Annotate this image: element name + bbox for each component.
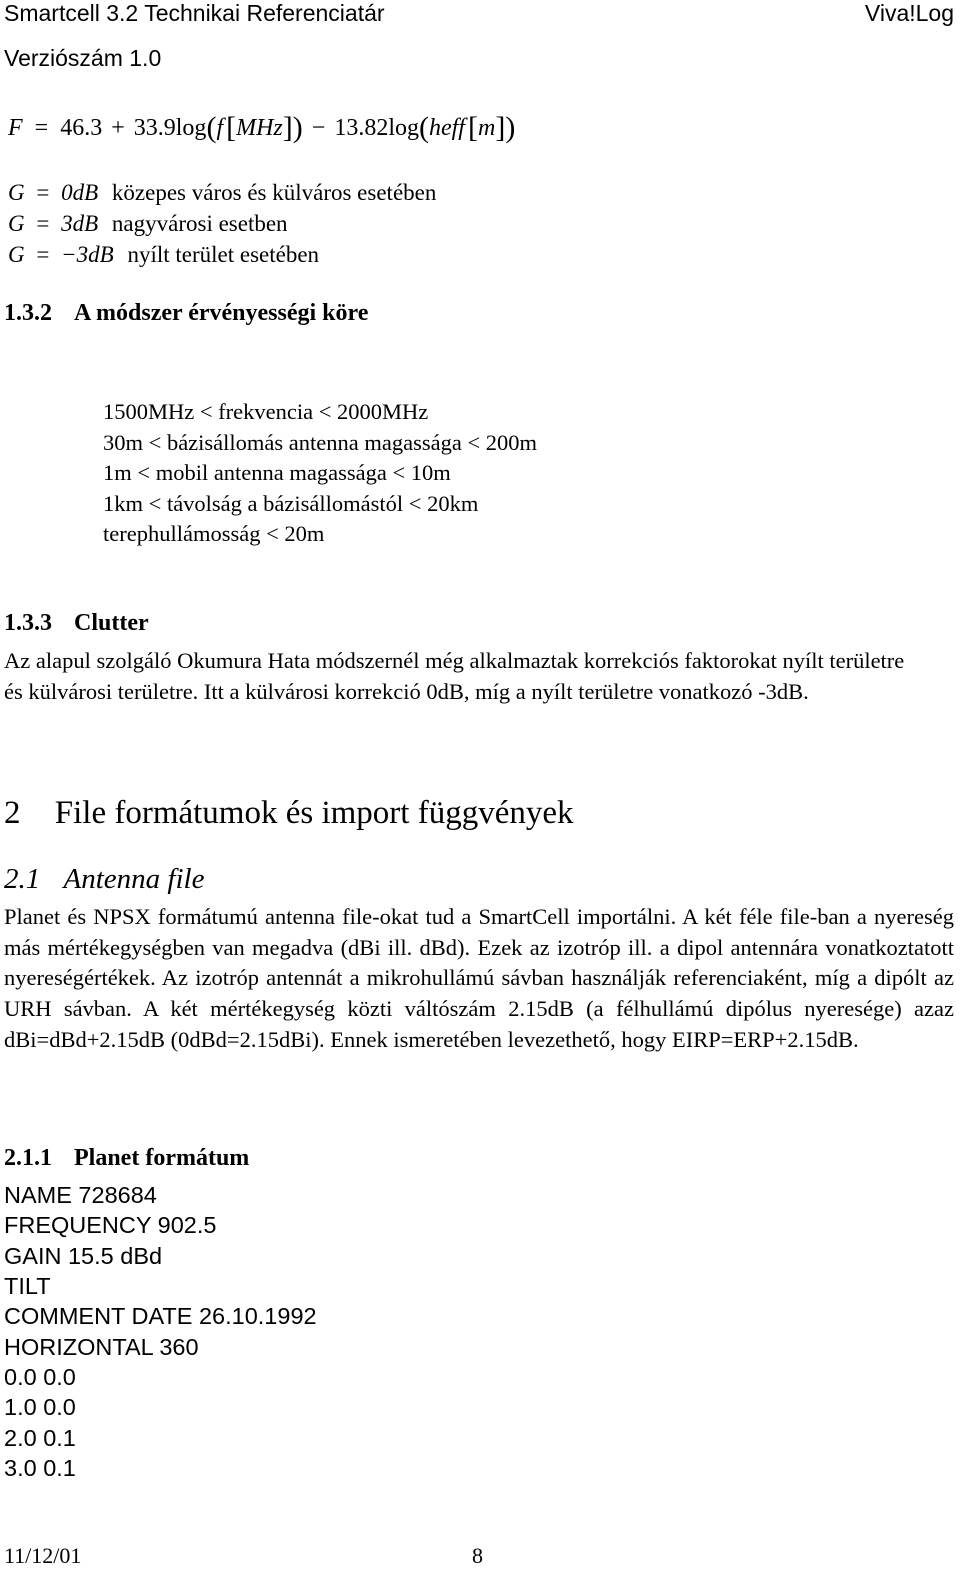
heading-number: 2.1 (4, 863, 41, 895)
formula-c1: 46.3 (60, 115, 103, 141)
heading-1-3-3 (4, 609, 149, 637)
g-var: G (8, 242, 25, 267)
formula-eq: = (34, 115, 49, 141)
heading-number: 1.3.2 (4, 300, 52, 326)
formula-plus: + (111, 115, 125, 141)
g-text: nyílt terület esetében (127, 242, 320, 267)
formula-f: f (216, 115, 224, 141)
g-value: 0dB (61, 180, 99, 205)
listing-line: 1.0 0.0 (4, 1394, 76, 1421)
formula-bracket: ]) (282, 111, 303, 144)
formula-heff: heff (428, 115, 465, 141)
listing-line: GAIN 15.5 dBd (4, 1242, 163, 1269)
heading-2 (4, 794, 574, 832)
g-var: G (8, 211, 25, 236)
g-text: nagyvárosi esetben (111, 211, 288, 236)
heading-title: A módszer érvényességi köre (74, 300, 369, 326)
g-text: közepes város és külváros esetében (111, 180, 437, 205)
listing-line: 0.0 0.0 (4, 1364, 76, 1391)
page-number: 8 (472, 1543, 483, 1568)
heading-2-1-1 (4, 1144, 249, 1172)
listing-line: NAME 728684 (4, 1182, 157, 1208)
heading-number: 2 (4, 795, 21, 831)
header-brand: Viva!Log (864, 0, 954, 26)
g-var: G (8, 180, 25, 205)
formula-lhs: F (8, 115, 23, 141)
g-value: 3dB (61, 211, 99, 236)
g-eq: = (36, 242, 50, 267)
heading-title: Clutter (74, 610, 149, 636)
listing-line: 3.0 0.1 (4, 1455, 76, 1482)
listing-line: TILT (4, 1273, 51, 1300)
g-line (8, 179, 436, 207)
heading-title: File formátumok és import függvények (54, 795, 574, 831)
header-version: Verziószám 1.0 (4, 45, 162, 71)
g-value: −3dB (61, 242, 114, 267)
validity-item: 1m < mobil antenna magassága < 10m (103, 460, 451, 486)
g-line (8, 241, 319, 269)
footer-date: 11/12/01 (4, 1543, 82, 1568)
clutter-paragraph: Az alapul szolgáló Okumura Hata módszernél még alkalmaztak korrekciós faktorokat nyílt területre és külvárosi területre. Itt a külvárosi korrekció 0dB, míg a nyílt területre vonatkozó -3dB. (4, 648, 905, 704)
hata-formula (8, 111, 516, 144)
formula-unit1: MHz (236, 115, 283, 141)
heading-2-1 (4, 862, 204, 896)
planet-file-listing (4, 1180, 317, 1483)
g-eq: = (36, 180, 50, 205)
validity-item: 1km < távolság a bázisállomástól < 20km (103, 490, 479, 516)
listing-line: 2.0 0.1 (4, 1424, 76, 1451)
formula-paren: ( (418, 111, 429, 144)
validity-list (103, 397, 537, 550)
g-line (8, 210, 288, 238)
formula-c3: 13.82log (334, 115, 419, 141)
heading-title: Antenna file (63, 863, 205, 895)
validity-item: 30m < bázisállomás antenna magassága < 200m (103, 429, 538, 455)
antenna-paragraph: Planet és NPSX formátumú antenna file-okat tud a SmartCell importálni. A két féle file-ban a nyereség más mértékegységben van megadva (dBi ill. dBd). Ezek az izotróp ill. a dipol antennára vonatkoztatott nyereségértékek. Az izotróp antennát a mikrohullámú sávban használják referenciaként, míg a dipólt az URH sávban. A két mértékegység közti váltószám 2.15dB (a félhullámú dipólus nyeresége) azaz dBi=dBd+2.15dB (0dBd=2.15dBi). Ennek ismeretében levezethető, hogy EIRP=ERP+2.15dB. (4, 904, 954, 1052)
formula-unit2: m (477, 115, 496, 141)
formula-bracket: ]) (495, 111, 516, 144)
heading-number: 2.1.1 (4, 1145, 52, 1171)
formula-bracket: [ (467, 111, 478, 144)
validity-item: terephullámosság < 20m (103, 521, 325, 547)
g-eq: = (36, 211, 50, 236)
formula-paren: ( (206, 111, 217, 144)
heading-title: Planet formátum (74, 1145, 250, 1171)
listing-line: HORIZONTAL 360 (4, 1333, 199, 1360)
listing-line: FREQUENCY 902.5 (4, 1212, 217, 1239)
heading-1-3-2 (4, 299, 368, 327)
validity-item: 1500MHz < frekvencia < 2000MHz (103, 399, 429, 424)
formula-bracket: [ (226, 111, 237, 144)
header-title: Smartcell 3.2 Technikai Referenciatár (4, 0, 385, 26)
heading-number: 1.3.3 (4, 610, 52, 636)
formula-c2: 33.9log (133, 115, 207, 141)
listing-line: COMMENT DATE 26.10.1992 (4, 1303, 317, 1330)
formula-minus: − (311, 115, 326, 141)
